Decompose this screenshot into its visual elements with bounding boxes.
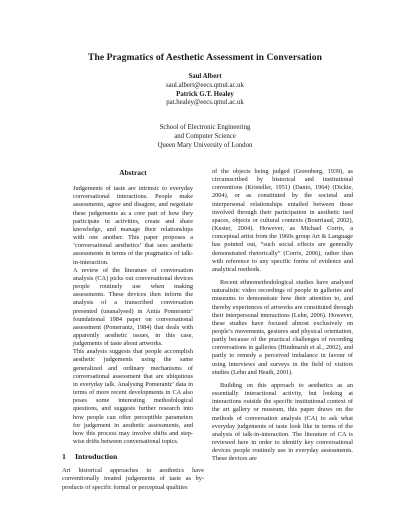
section-title: Introduction bbox=[75, 452, 118, 462]
left-column bbox=[62, 168, 204, 492]
section-number: 1 bbox=[62, 452, 66, 462]
abstract-paragraph: Judgements of taste are intrinsic to everyday conversational interactions. People make assessments, agree and disagree, and negotiate these judgements as a core part of how they participate in activities, create and share knowledge, and manage their relationships with one another. This paper proposes a ‘conversational aesthetics’ that sees aesthetic assessments in terms of the pragmatics of talk-in-interaction. bbox=[73, 185, 193, 266]
author-email: pat.healey@eecs.qmul.ac.uk bbox=[166, 99, 244, 107]
author-block bbox=[0, 73, 410, 108]
body-paragraph: of the objects being judged (Greenberg, 1939), as circumscribed by historical and institutional conventions (Kristeller, 1951) (Danto, 1964) (Dickie, 2004), or as constituted by the societal and interpersonal relationships entailed between those involved through their participation in aesthetic ised spaces, objects or cultural contexts (Bourriaud, 2002), (Kester, 2004). However, as Michael Corris, a conceptual artist from the 1960s group Art & Language has pointed out, “such social effects are generally demonstrated rhetorically” (Corris, 2006), rather than with reference to any specific forms of evidence and analytical methods. bbox=[212, 168, 353, 273]
right-column bbox=[212, 168, 353, 463]
body-paragraph: Art historical approaches to aesthetics have conventionally treated judgements of taste as by-products of specific formal or perceptual qualities bbox=[62, 467, 204, 491]
abstract-heading: Abstract bbox=[119, 168, 147, 177]
author-name: Saul Albert bbox=[188, 73, 222, 80]
affiliation-line: Queen Mary University of London bbox=[157, 141, 253, 149]
author-email: saul.albert@eecs.qmul.ac.uk bbox=[166, 81, 244, 89]
section-heading bbox=[62, 453, 204, 461]
abstract bbox=[62, 185, 204, 446]
affiliation-line: and Computer Science bbox=[174, 132, 236, 140]
affiliation-block bbox=[0, 124, 410, 150]
affiliation-line: School of Electronic Engineering bbox=[159, 124, 251, 131]
author-name: Patrick G.T. Healey bbox=[176, 90, 234, 98]
abstract-paragraph: A review of the literature of conversation analysis (CA) picks out conversational devices people routinely use when making assessments. These devices then inform the analysis of a transcribed conversation presented (unanalysed) in Anita Pomerantz’ foundational 1984 paper on conversational assessment (Pomerantz, 1984) that deals with apparently aesthetic issues, in this case, judgements of taste about artworks. bbox=[73, 266, 193, 348]
body-paragraph: Building on this approach to aesthetics as an essentially interactional activity, but looking at interactions outside the specific institutional context of the art gallery or museum, this paper draws on the methods of conversation analysis (CA) to ask what everyday judgements of taste look like in terms of the analysis of talk-in-interaction. The literature of CA is reviewed here in order to identify key conversational devices people routinely use in everyday assessments. These devices are bbox=[212, 381, 353, 463]
paper-title: The Pragmatics of Aesthetic Assessment in Conversation bbox=[88, 52, 322, 63]
body-paragraph: Recent ethnomethodological studies have analysed naturalistic video recordings of people in galleries and museums to demonstrate how their attention to, and thereby experiences of artworks are constituted through their interpersonal interactions (Lehn, 2006). However, these studies have focused almost exclusively on people’s movements, gestures and physical orientation, partly because of the practical challenges of recording conversations in galleries (Hindmarsh et al., 2002), and partly to remedy a perceived imbalance in favour of using interviews and surveys in the field of visitors studies (Lehn and Heath, 2001). bbox=[212, 279, 353, 376]
abstract-paragraph: This analysis suggests that people accomplish aesthetic judgements using the same generalized and ordinary mechanisms of conversational assessment that are ubiquitous in everyday talk. Analysing Pomerantz’ data in terms of more recent developments in CA also poses some interesting methodological questions, and suggests further research into how people can offer perceptible parameters for judgement in aesthetic assessments, and how this process may involve shifts and step-wise drifts between conversational topics. bbox=[73, 348, 193, 445]
